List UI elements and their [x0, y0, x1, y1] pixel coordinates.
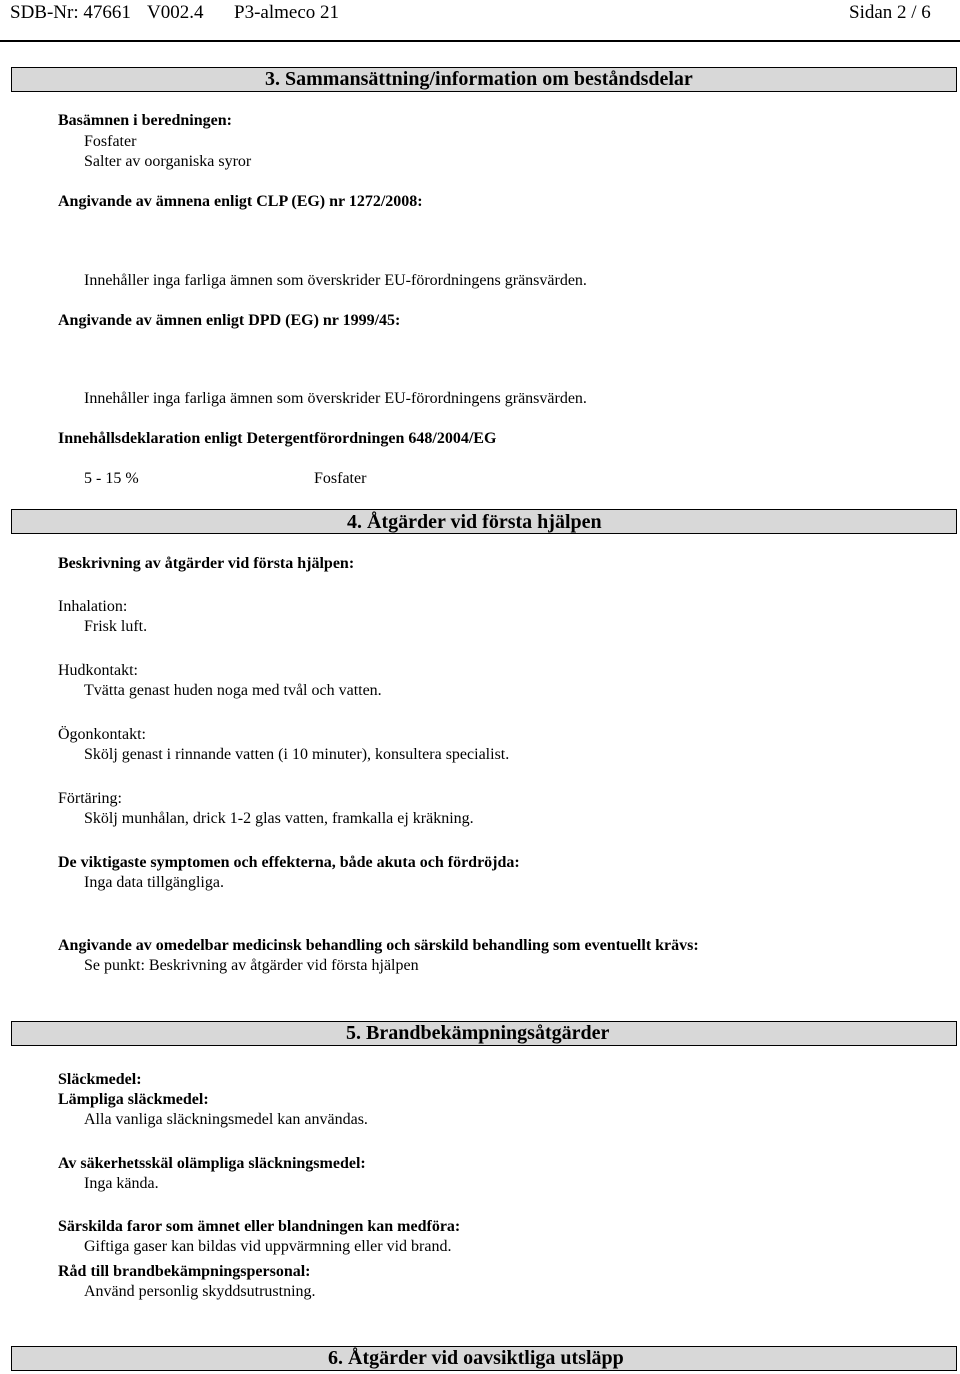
medical-treatment-text: Se punkt: Beskrivning av åtgärder vid första hjälpen	[84, 957, 419, 974]
dpd-label: Angivande av ämnen enligt DPD (EG) nr 1999/45:	[58, 312, 401, 329]
firefighter-advice-label: Råd till brandbekämpningspersonal:	[58, 1263, 311, 1280]
extinguishing-media-label: Släckmedel:	[58, 1071, 142, 1088]
skin-contact-label: Hudkontakt:	[58, 662, 138, 679]
symptoms-label: De viktigaste symptomen och effekterna, både akuta och fördröjda:	[58, 854, 520, 871]
clp-text: Innehåller inga farliga ämnen som överskrider EU-förordningens gränsvärden.	[84, 272, 587, 289]
base-substance-item: Salter av oorganiska syror	[84, 153, 252, 170]
first-aid-description-label: Beskrivning av åtgärder vid första hjälpen:	[58, 555, 355, 572]
sdb-number: SDB-Nr: 47661	[10, 2, 131, 23]
unsuitable-media-text: Inga kända.	[84, 1175, 159, 1192]
medical-treatment-label: Angivande av omedelbar medicinsk behandling och särskild behandling som eventuellt krävs:	[58, 937, 699, 954]
base-substance-item: Fosfater	[84, 133, 137, 150]
base-substances-label: Basämnen i beredningen:	[58, 112, 232, 129]
header-rule	[0, 40, 960, 42]
inhalation-text: Frisk luft.	[84, 618, 148, 635]
section-5-title: 5. Brandbekämpningsåtgärder	[346, 1022, 610, 1044]
page-number: Sidan 2 / 6	[849, 2, 931, 23]
firefighter-advice-text: Använd personlig skyddsutrustning.	[84, 1283, 316, 1300]
detergent-range: 5 - 15 %	[84, 470, 139, 487]
detergent-substance: Fosfater	[314, 470, 367, 487]
detergent-declaration-label: Innehållsdeklaration enligt Detergentförordningen 648/2004/EG	[58, 430, 497, 447]
special-hazards-label: Särskilda faror som ämnet eller blandningen kan medföra:	[58, 1218, 461, 1235]
suitable-media-text: Alla vanliga släckningsmedel kan användas.	[84, 1111, 368, 1128]
ingestion-label: Förtäring:	[58, 790, 122, 807]
symptoms-text: Inga data tillgängliga.	[84, 874, 224, 891]
inhalation-label: Inhalation:	[58, 598, 128, 615]
suitable-media-label: Lämpliga släckmedel:	[58, 1091, 209, 1108]
unsuitable-media-label: Av säkerhetsskäl olämpliga släckningsmedel:	[58, 1155, 366, 1172]
section-3-title: 3. Sammansättning/information om beståndsdelar	[265, 68, 693, 90]
section-4-title: 4. Åtgärder vid första hjälpen	[347, 511, 602, 533]
eye-contact-label: Ögonkontakt:	[58, 726, 146, 743]
clp-label: Angivande av ämnena enligt CLP (EG) nr 1272/2008:	[58, 193, 423, 210]
skin-contact-text: Tvätta genast huden noga med tvål och vatten.	[84, 682, 382, 699]
eye-contact-text: Skölj genast i rinnande vatten (i 10 minuter), konsultera specialist.	[84, 746, 510, 763]
dpd-text: Innehåller inga farliga ämnen som överskrider EU-förordningens gränsvärden.	[84, 390, 587, 407]
product-name: P3-almeco 21	[234, 2, 340, 23]
ingestion-text: Skölj munhålan, drick 1-2 glas vatten, framkalla ej kräkning.	[84, 810, 474, 827]
special-hazards-text: Giftiga gaser kan bildas vid uppvärmning eller vid brand.	[84, 1238, 452, 1255]
section-6-title: 6. Åtgärder vid oavsiktliga utsläpp	[328, 1347, 624, 1369]
version: V002.4	[147, 2, 204, 23]
